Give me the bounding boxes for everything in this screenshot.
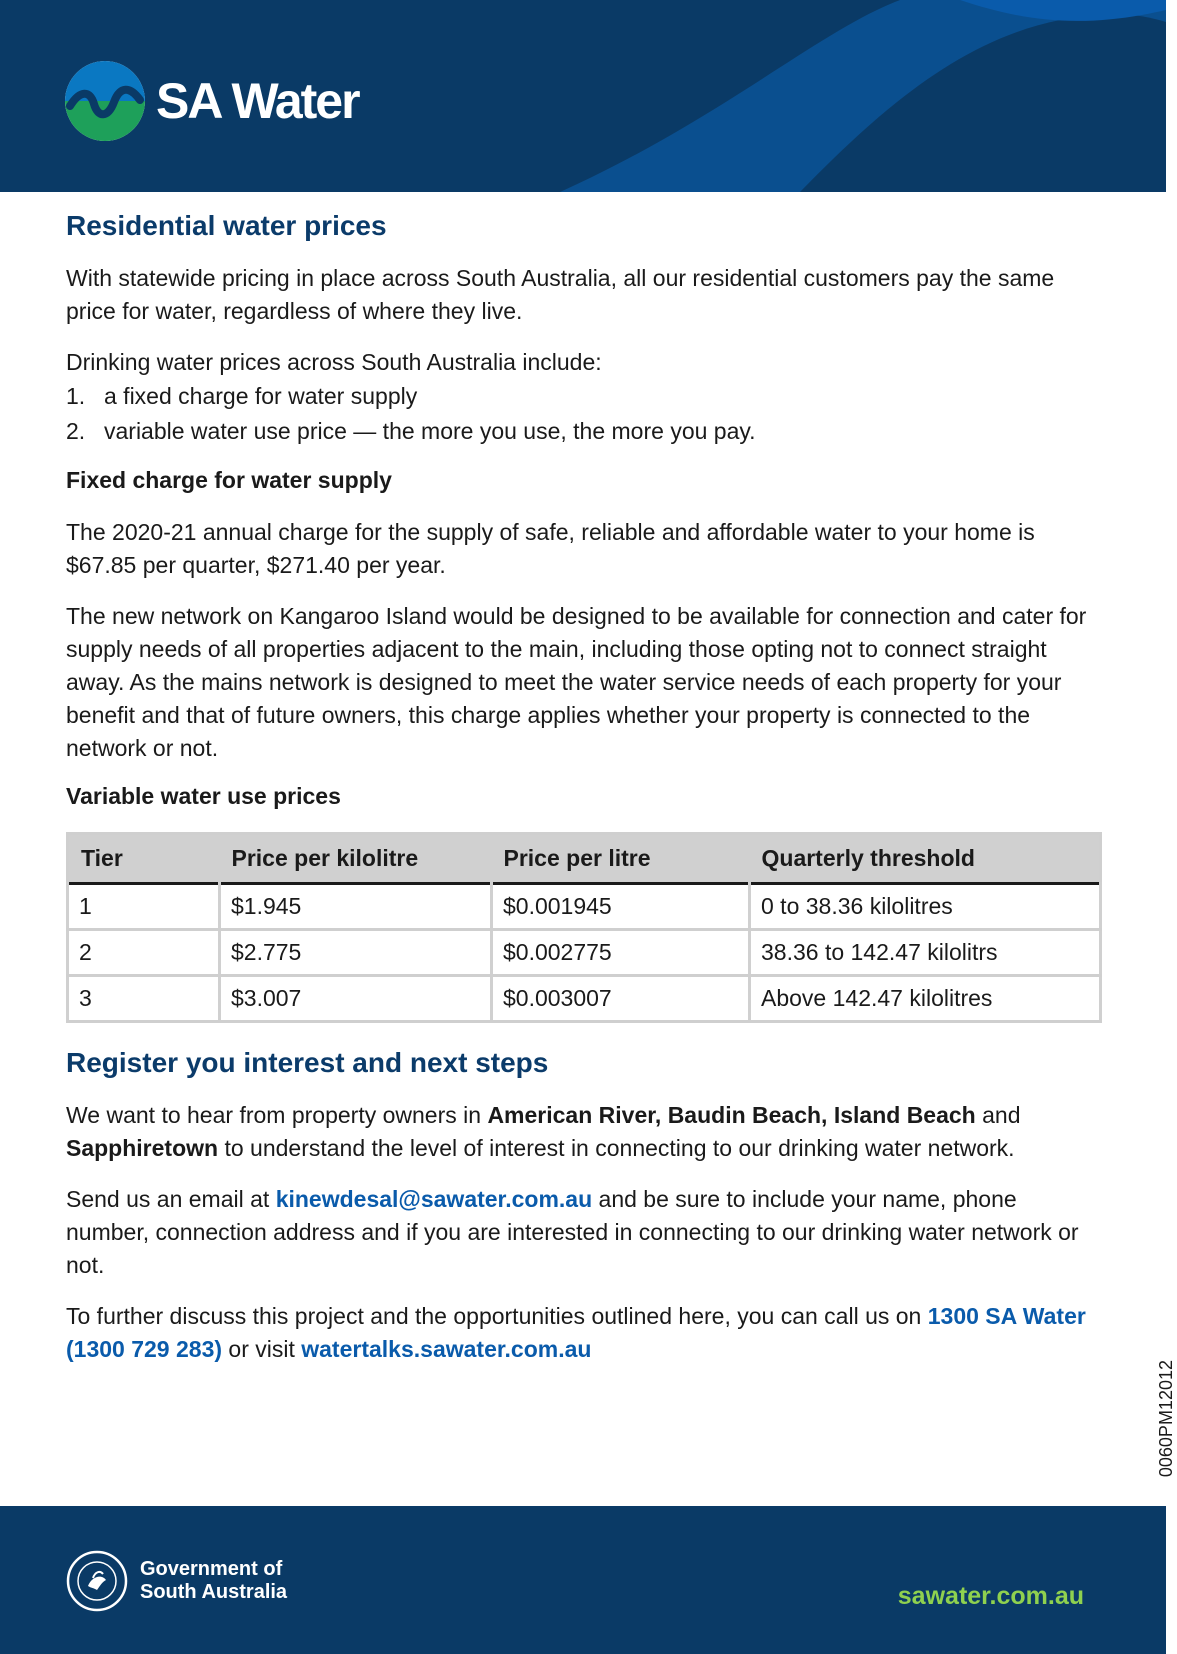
table-row xyxy=(68,884,1101,930)
cell-threshold: 0 to 38.36 kilolitres xyxy=(750,884,1101,930)
footer-banner xyxy=(0,1506,1166,1654)
table-header-row xyxy=(68,834,1101,884)
variable-prices-title: Variable water use prices xyxy=(66,783,341,809)
cell-threshold: Above 142.47 kilolitres xyxy=(750,976,1101,1022)
pricing-list xyxy=(66,379,1106,449)
residential-intro: With statewide pricing in place across South Australia, all our residential customers pay the same price for water, regardless of where they live. xyxy=(66,265,1055,324)
register-para-3: To further discuss this project and the opportunities outlined here, you can call us on 1300 SA Water (1300 729 283) or visit watertalks.sawater.com.au xyxy=(66,1303,1086,1362)
header-banner xyxy=(0,0,1166,192)
email-link[interactable]: kinewdesal@sawater.com.au xyxy=(275,1186,593,1212)
footer-website-link[interactable]: sawater.com.au xyxy=(897,1582,1084,1610)
col-tier: Tier xyxy=(68,834,220,884)
phone-link[interactable]: 1300 SA Water (1300 729 283) xyxy=(66,1303,1086,1362)
main-content xyxy=(66,210,1106,1384)
cell-tier: 3 xyxy=(68,976,220,1022)
table-row xyxy=(68,976,1101,1022)
residential-title: Residential water prices xyxy=(66,210,387,241)
register-para-2: Send us an email at kinewdesal@sawater.com.au and be sure to include your name, phone number, connection address and if you are interested in connecting to our drinking water network or not. xyxy=(66,1186,1079,1278)
cell-price-kl: $3.007 xyxy=(220,976,492,1022)
register-title: Register you interest and next steps xyxy=(66,1047,549,1078)
list-item: 1. a fixed charge for water supply xyxy=(66,383,418,409)
fixed-charge-para: The 2020-21 annual charge for the supply of safe, reliable and affordable water to your home is $67.85 per quarter, $271.40 per year. xyxy=(66,519,1035,578)
cell-threshold: 38.36 to 142.47 kilolitrs xyxy=(750,930,1101,976)
cell-price-l: $0.003007 xyxy=(492,976,750,1022)
list-item: 2. variable water use price — the more you use, the more you pay. xyxy=(66,418,756,444)
piping-shrike-crest-icon xyxy=(66,1550,128,1612)
document-code: 0060PM12012 xyxy=(1156,1360,1176,1478)
government-text: Government of South Australia xyxy=(140,1558,288,1603)
watertalks-link[interactable]: watertalks.sawater.com.au xyxy=(301,1336,592,1362)
cell-tier: 1 xyxy=(68,884,220,930)
col-price-l: Price per litre xyxy=(492,834,750,884)
table-row xyxy=(68,930,1101,976)
government-logo xyxy=(66,1550,287,1612)
register-para-1: We want to hear from property owners in American River, Baudin Beach, Island Beach and Sapphiretown to understand the level of interest in connecting to our drinking water network. xyxy=(66,1102,1021,1161)
cell-tier: 2 xyxy=(68,930,220,976)
cell-price-kl: $1.945 xyxy=(220,884,492,930)
network-para: The new network on Kangaroo Island would be designed to be available for connection and cater for supply needs of all properties adjacent to the main, including those opting not to connect straight away. As the mains network is designed to meet the water service needs of each property for your benefit and that of future owners, this charge applies whether your property is connected to the network or not. xyxy=(66,603,1087,761)
sa-water-logo-icon xyxy=(64,60,146,142)
col-threshold: Quarterly threshold xyxy=(750,834,1101,884)
col-price-kl: Price per kilolitre xyxy=(220,834,492,884)
fixed-charge-title: Fixed charge for water supply xyxy=(66,467,392,493)
cell-price-l: $0.002775 xyxy=(492,930,750,976)
cell-price-kl: $2.775 xyxy=(220,930,492,976)
prices-table xyxy=(66,832,1102,1023)
logo-text: SA Water xyxy=(156,73,359,129)
cell-price-l: $0.001945 xyxy=(492,884,750,930)
sa-water-logo xyxy=(64,60,359,142)
list-intro: Drinking water prices across South Australia include: xyxy=(66,349,602,375)
